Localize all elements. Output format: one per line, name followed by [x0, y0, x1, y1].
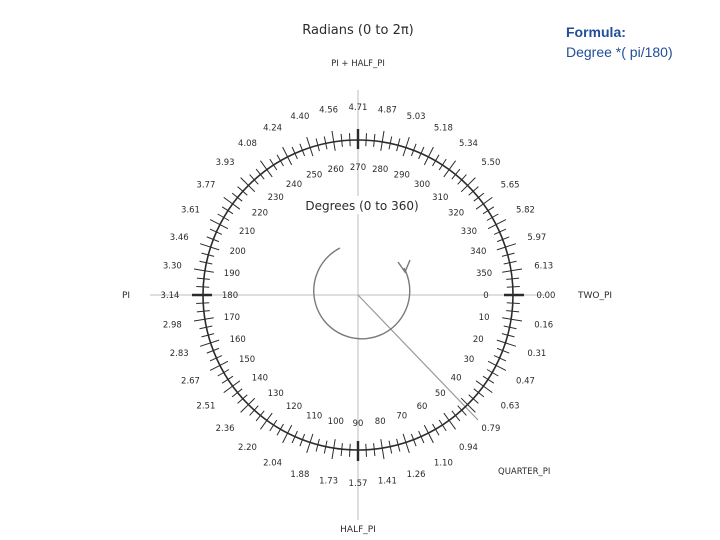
- tick-mark: [241, 398, 255, 412]
- axis-label-bottom: HALF_PI: [340, 525, 376, 535]
- radian-label: 2.83: [169, 349, 189, 360]
- degree-label: 110: [306, 411, 323, 422]
- degree-label: 160: [229, 334, 246, 345]
- axis-label-left: PI: [121, 291, 131, 301]
- tick-mark: [506, 278, 519, 279]
- axis-label-top: PI + HALF_PI: [331, 59, 385, 69]
- radian-label: 3.77: [196, 180, 216, 191]
- degree-label: 260: [327, 164, 344, 175]
- degree-label: 340: [470, 247, 487, 258]
- degree-label: 0: [483, 291, 489, 301]
- tick-mark: [196, 303, 209, 304]
- radian-label: 1.88: [290, 469, 310, 480]
- tick-mark: [224, 197, 240, 209]
- radian-label: 5.34: [459, 138, 478, 149]
- radian-label: 2.51: [196, 401, 216, 412]
- tick-mark: [341, 134, 342, 147]
- tick-mark: [381, 439, 384, 459]
- tick-mark: [374, 443, 375, 456]
- radian-label: 4.08: [238, 138, 257, 149]
- degree-label: 230: [267, 192, 284, 203]
- tick-mark: [507, 287, 520, 288]
- tick-mark: [194, 318, 214, 321]
- tick-mark: [260, 161, 272, 177]
- tick-mark: [241, 178, 255, 192]
- radian-label: 0.79: [481, 423, 501, 434]
- axis-label-right: TWO_PI: [578, 291, 613, 301]
- radian-label: 1.26: [406, 469, 426, 480]
- radian-label: 3.14: [160, 291, 180, 301]
- radian-label: 5.03: [406, 112, 426, 123]
- tick-mark: [332, 131, 335, 151]
- radian-label: 5.18: [433, 123, 453, 134]
- degree-label: 250: [306, 170, 323, 181]
- tick-mark: [507, 303, 520, 304]
- radian-label: 3.30: [162, 261, 182, 272]
- degree-label: 320: [447, 208, 465, 219]
- tick-mark: [502, 318, 522, 321]
- tick-mark: [366, 444, 367, 457]
- radian-label: 1.57: [348, 479, 368, 489]
- degree-label: 280: [372, 164, 389, 175]
- degree-label: 50: [434, 389, 446, 400]
- formula-title: Formula:: [566, 24, 626, 40]
- radian-label: 1.41: [377, 476, 397, 487]
- radian-label: 1.10: [433, 458, 453, 469]
- radian-label: 2.67: [181, 376, 200, 387]
- tick-mark: [196, 287, 209, 288]
- radian-label: 1.73: [319, 476, 339, 487]
- tick-mark: [461, 178, 475, 192]
- rotation-arrow-icon: [314, 248, 410, 339]
- tick-mark: [476, 197, 492, 209]
- axis-label-bottom-right: QUARTER_PI: [498, 467, 551, 477]
- degree-label: 220: [251, 208, 269, 219]
- degree-label: 180: [221, 291, 239, 301]
- degree-label: 270: [349, 163, 367, 173]
- radian-label: 4.40: [290, 112, 310, 123]
- tick-mark: [476, 381, 492, 393]
- radian-label: 4.56: [319, 105, 339, 116]
- degree-label: 80: [374, 417, 386, 428]
- tick-mark: [366, 133, 367, 146]
- degree-label: 170: [223, 313, 241, 324]
- radian-label: 0.63: [500, 401, 520, 412]
- formula-text: Degree *( pi/180): [566, 44, 673, 60]
- degree-label: 310: [432, 192, 449, 203]
- tick-mark: [444, 413, 456, 429]
- degree-label: 70: [396, 411, 408, 422]
- radian-label: 2.98: [162, 320, 182, 331]
- tick-mark: [350, 444, 351, 457]
- tick-mark: [444, 161, 456, 177]
- radian-label: 3.93: [215, 158, 235, 169]
- degree-label: 190: [223, 268, 241, 279]
- degree-label: 130: [267, 389, 284, 400]
- degree-label: 330: [460, 227, 478, 237]
- tick-mark: [224, 381, 240, 393]
- degree-label: 40: [450, 373, 462, 384]
- degree-label: 100: [327, 417, 344, 428]
- tick-mark: [381, 131, 384, 151]
- radian-label: 4.71: [348, 103, 368, 113]
- tick-mark: [260, 413, 272, 429]
- rotation-arrowhead-icon: [398, 260, 410, 272]
- radian-label: 5.97: [527, 232, 547, 243]
- radian-label: 5.50: [481, 158, 501, 169]
- radian-label: 4.24: [263, 123, 283, 134]
- tick-mark: [341, 443, 342, 456]
- tick-mark: [197, 311, 210, 312]
- radian-label: 5.65: [500, 180, 520, 191]
- tick-mark: [332, 439, 335, 459]
- degree-label: 20: [472, 334, 484, 345]
- degree-label: 210: [238, 227, 256, 237]
- radian-label: 3.61: [181, 205, 200, 216]
- degree-label: 150: [238, 355, 256, 365]
- radians-title: Radians (0 to 2π): [302, 23, 414, 38]
- degree-label: 120: [285, 401, 303, 412]
- tick-mark: [374, 134, 375, 147]
- degree-label: 350: [475, 268, 493, 279]
- radian-label: 0.31: [527, 349, 547, 360]
- radian-label: 0.47: [516, 376, 535, 387]
- tick-mark: [506, 311, 519, 312]
- degree-label: 90: [352, 419, 364, 429]
- radian-label: 2.04: [263, 458, 283, 469]
- degree-label: 200: [229, 247, 246, 258]
- radian-label: 0.94: [459, 443, 478, 454]
- radian-label: 2.20: [238, 443, 257, 454]
- degree-label: 140: [251, 373, 269, 384]
- degree-label: 10: [478, 313, 490, 324]
- tick-mark: [350, 133, 351, 146]
- radian-label: 3.46: [169, 232, 189, 243]
- tick-mark: [502, 269, 522, 272]
- tick-mark: [194, 269, 214, 272]
- degree-label: 30: [463, 355, 475, 365]
- degree-label: 290: [393, 170, 410, 181]
- radian-label: 0.16: [534, 320, 554, 331]
- radian-label: 5.82: [516, 205, 535, 216]
- radian-label: 2.36: [215, 423, 235, 434]
- formula-box: [566, 22, 716, 62]
- tick-mark: [197, 278, 210, 279]
- degree-label: 60: [416, 401, 428, 412]
- radian-label: 6.13: [534, 261, 554, 272]
- radian-label: 4.87: [377, 105, 397, 116]
- degree-label: 300: [413, 180, 431, 191]
- degrees-label: Degrees (0 to 360): [305, 199, 419, 213]
- degree-label: 240: [285, 180, 303, 191]
- radian-label: 0.00: [536, 291, 556, 301]
